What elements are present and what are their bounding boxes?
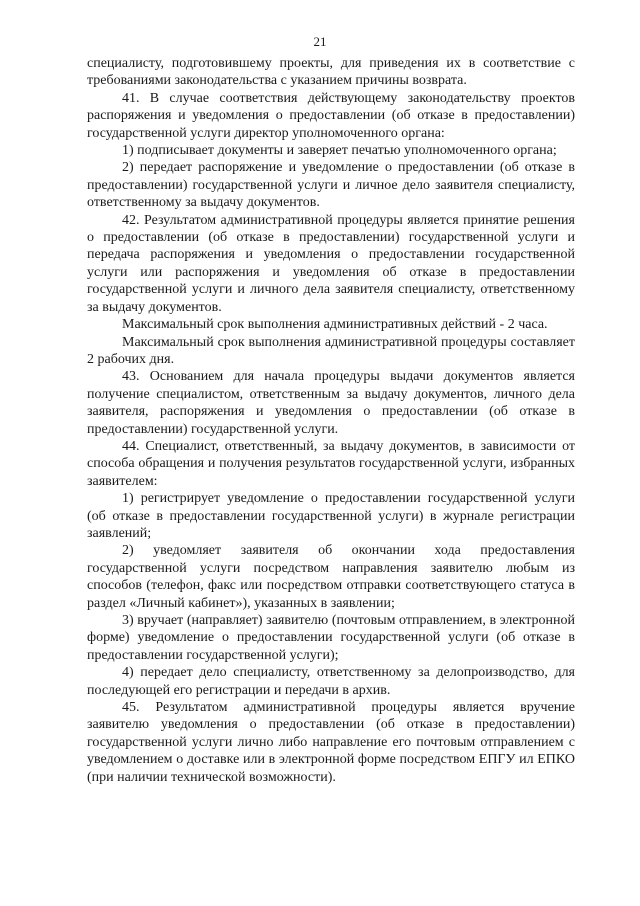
paragraph-41: 41. В случае соответствия действующему законодательству проектов распоряжения и уведомления о предоставлении (об отказе в предоставлении) государственной услуги директор уполномоченного органа: <box>87 90 575 141</box>
paragraph-41-item-1: 1) подписывает документы и заверяет печатью уполномоченного органа; <box>122 143 557 159</box>
paragraph-44-item-4: 4) передает дело специалисту, ответственному за делопроизводство, для последующей его регистрации и передачи в архив. <box>87 665 575 698</box>
paragraph-42: 42. Результатом административной процедуры является принятие решения о предоставлении (об отказе в предоставлении) государственной услуги и передача распоряжения и уведомления о предоставлении государственной услуги или распоряжения и уведомления об отказе в предоставлении государственной услуги и личного дела заявителя специалисту, ответственному за выдачу документов. <box>87 212 575 315</box>
paragraph-max-time-actions: Максимальный срок выполнения административных действий - 2 часа. <box>122 317 548 333</box>
paragraph-44-item-1: 1) регистрирует уведомление о предоставлении государственной услуги (об отказе в предоставлении государственной услуги) в журнале регистрации заявлений; <box>87 491 575 541</box>
paragraph-41-item-2: 2) передает распоряжение и уведомление о предоставлении (об отказе в предоставлении) государственной услуги и личное дело заявителя специалисту, ответственному за выдачу документов. <box>87 160 575 211</box>
paragraph-44: 44. Специалист, ответственный, за выдачу документов, в зависимости от способа обращения и получения результатов государственной услуги, избранных заявителем: <box>87 438 575 489</box>
paragraph-44-item-2: 2) уведомляет заявителя об окончании хода предоставления государственной услуги посредством направления заявителю любым из способов (телефон, факс или посредством отправки соответствующего статуса в раздел «Личный кабинет»), указанных в заявлении; <box>87 543 575 611</box>
paragraph-44-item-3: 3) вручает (направляет) заявителю (почтовым отправлением, в электронной форме) уведомление о предоставлении государственной услуги (об отказе в предоставлении государственной услуги); <box>87 613 575 663</box>
paragraph-continuation: специалисту, подготовившему проекты, для приведения их в соответствие с требованиями законодательства с указанием причины возврата. <box>87 56 575 89</box>
paragraph-45: 45. Результатом административной процедуры является вручение заявителю уведомления о предоставлении (об отказе в предоставлении) государственной услуги лично либо направление его почтовым отправлением с уведомлением о доставке или в электронной форме посредством ЕПГУ ил ЕПКО (при наличии технической возможности). <box>87 700 575 785</box>
paragraph-43: 43. Основанием для начала процедуры выдачи документов является получение специалистом, ответственным за выдачу документов, личного дела заявителя, распоряжения и уведомления о предоставлении (об отказе в предоставлении) государственной услуги. <box>87 369 575 437</box>
page-number: 21 <box>313 34 327 49</box>
document-body <box>87 55 575 786</box>
paragraph-max-time-procedure: Максимальный срок выполнения административной процедуры составляет 2 рабочих дня. <box>87 334 575 367</box>
